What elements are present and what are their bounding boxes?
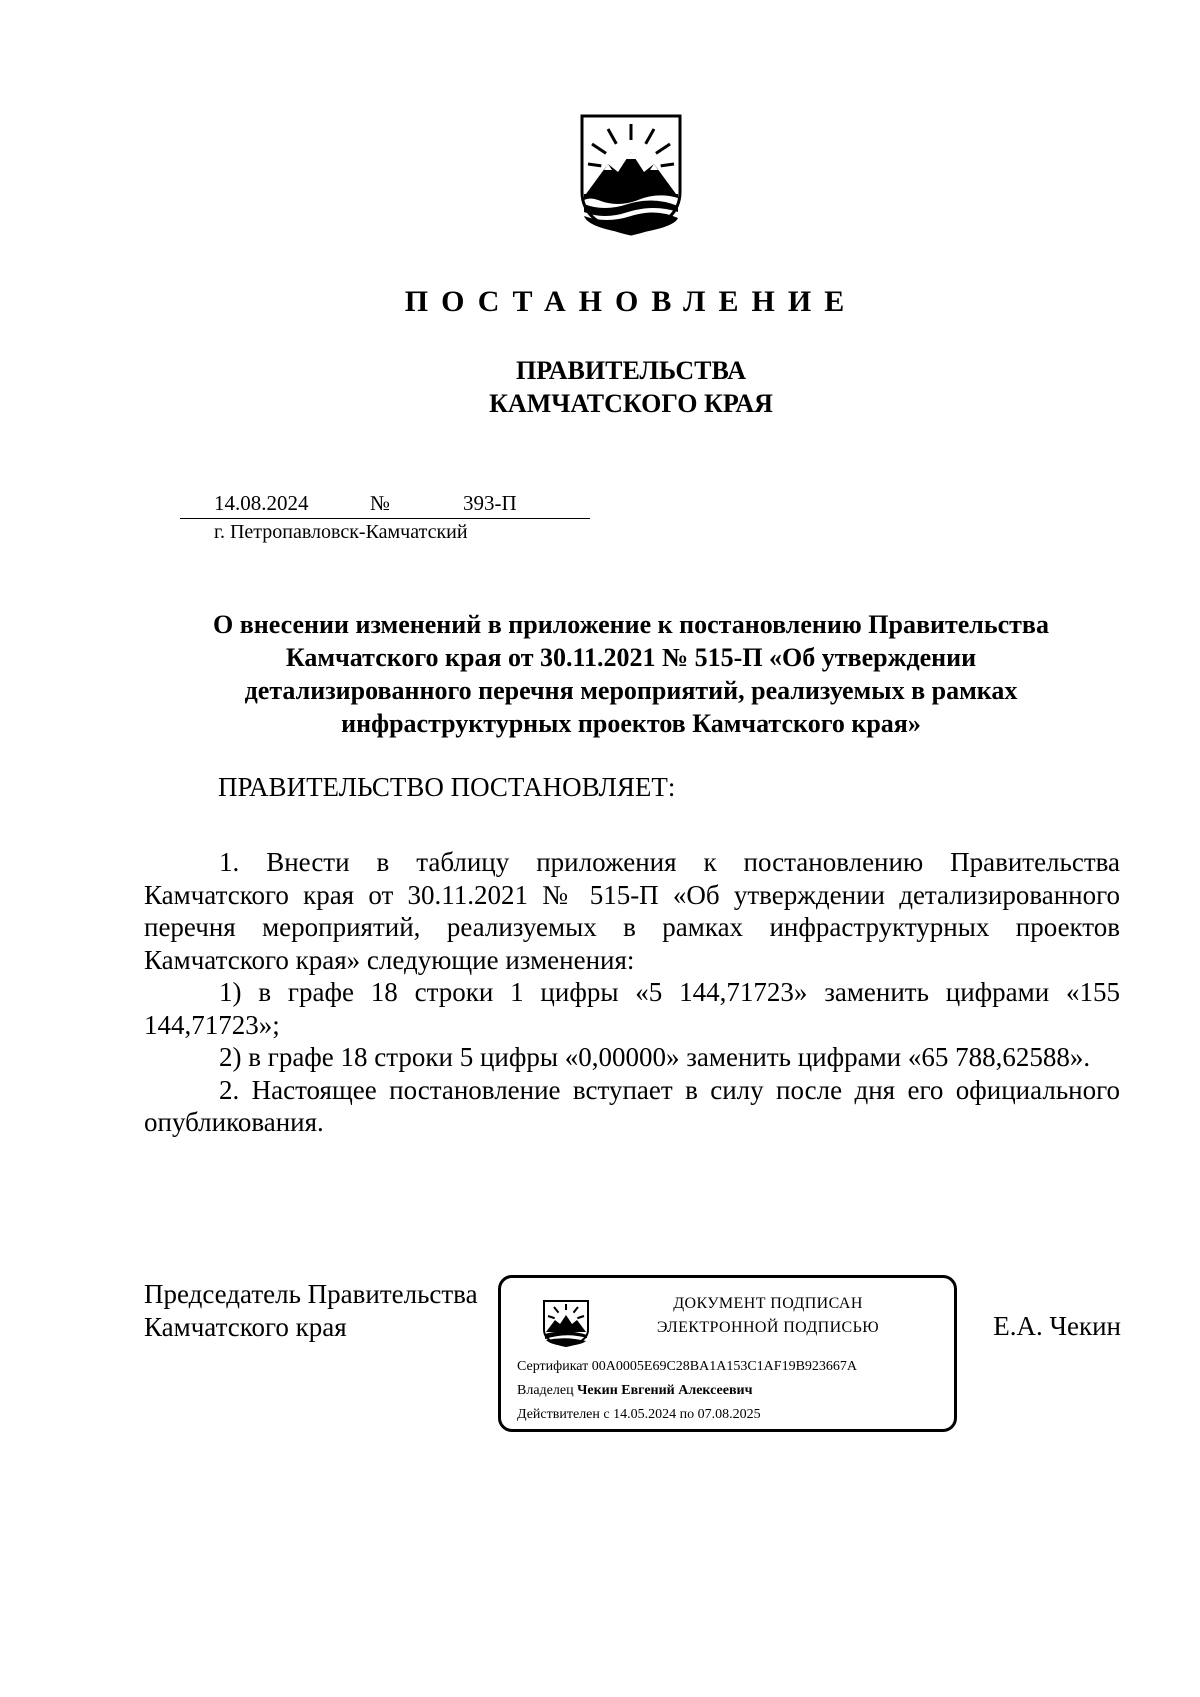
document-body xyxy=(144,846,1120,1139)
body-paragraph: 1. Внести в таблицу приложения к постановлению Правительства Камчатского края от 30.11.2021 № 515-П «Об утверждении детализированного перечня мероприятий, реализуемых в рамках инфраструктурных проектов Камчатского края» следующие изменения: xyxy=(144,847,1120,975)
kamchatka-coat-of-arms-icon xyxy=(578,112,684,238)
document-number: 393-П xyxy=(463,491,517,515)
valid-to-label: по xyxy=(679,1407,695,1422)
valid-from-label: Действителен с xyxy=(517,1407,610,1422)
valid-to-date: 07.08.2025 xyxy=(697,1407,761,1422)
body-paragraph: 1) в графе 18 строки 1 цифры «5 144,71723» заменить цифрами «155 144,71723»; xyxy=(144,977,1120,1040)
issuer-line: КАМЧАТСКОГО КРАЯ xyxy=(489,389,773,418)
title-line: Камчатского края от 30.11.2021 № 515-П «Об утверждении xyxy=(285,643,977,672)
certificate-label: Сертификат xyxy=(517,1359,589,1374)
owner-label: Владелец xyxy=(517,1383,574,1398)
title-line: детализированного перечня мероприятий, реализуемых в рамках xyxy=(244,676,1018,705)
number-sign: № xyxy=(370,491,391,515)
preamble: ПРАВИТЕЛЬСТВО ПОСТАНОВЛЯЕТ: xyxy=(218,772,676,802)
signer-name: Е.А. Чекин xyxy=(993,1311,1121,1341)
signer-position xyxy=(144,1278,478,1344)
owner-value: Чекин Евгений Алексеевич xyxy=(577,1383,753,1398)
stamp-heading-line: ЭЛЕКТРОННОЙ ПОДПИСЬЮ xyxy=(656,1319,880,1336)
validity-line xyxy=(517,1404,761,1426)
stamp-heading-line: ДОКУМЕНТ ПОДПИСАН xyxy=(673,1295,863,1312)
owner-line xyxy=(517,1380,752,1402)
document-title xyxy=(150,608,1112,740)
registration-line xyxy=(180,490,590,519)
title-line: инфраструктурных проектов Камчатского края» xyxy=(341,709,921,738)
document-type-heading: ПОСТАНОВЛЕНИЕ xyxy=(404,285,858,318)
kamchatka-coat-of-arms-small-icon xyxy=(541,1298,591,1348)
document-city: г. Петропавловск-Камчатский xyxy=(214,521,468,543)
body-paragraph: 2. Настоящее постановление вступает в силу после дня его официального опубликования. xyxy=(144,1074,1120,1137)
certificate-value: 00A0005E69C28BA1A153C1AF19B923667A xyxy=(591,1359,858,1374)
document-date: 14.08.2024 xyxy=(214,491,309,515)
electronic-signature-stamp xyxy=(498,1275,957,1432)
signer-position-line: Председатель Правительства xyxy=(144,1279,478,1309)
valid-from-date: 14.05.2024 xyxy=(613,1407,677,1422)
issuer-heading xyxy=(0,354,1200,420)
stamp-heading xyxy=(603,1292,933,1340)
body-paragraph: 2) в графе 18 строки 5 цифры «0,00000» заменить цифрами «65 788,62588». xyxy=(219,1042,1091,1072)
certificate-line xyxy=(517,1356,857,1378)
issuer-line: ПРАВИТЕЛЬСТВА xyxy=(516,356,746,385)
title-line: О внесении изменений в приложение к постановлению Правительства xyxy=(213,610,1049,639)
signer-position-line: Камчатского края xyxy=(144,1312,347,1342)
